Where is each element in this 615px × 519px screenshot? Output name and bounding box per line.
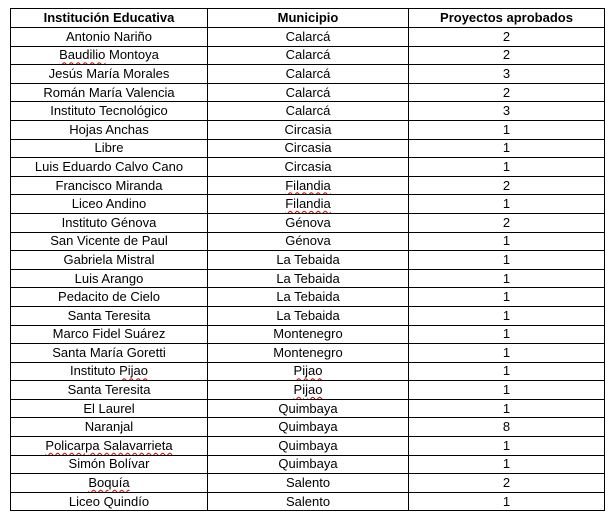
cell-proyectos-text: 1 [502,363,511,379]
cell-institucion-text: Santa Teresita [67,382,151,398]
cell-institucion [11,269,208,288]
cell-municipio-text: Montenegro [273,344,343,360]
table-header-row [11,9,605,28]
cell-municipio [208,232,409,251]
cell-municipio-text: Génova [285,233,331,249]
table-row [11,65,605,84]
cell-proyectos [409,28,605,47]
cell-institucion [11,455,208,474]
table-row [11,269,605,288]
cell-municipio [208,102,409,121]
cell-proyectos-text: 2 [502,177,511,193]
table-row [11,325,605,344]
cell-proyectos [409,492,605,511]
cell-proyectos-text: 1 [502,289,511,305]
cell-institucion-text: El Laurel [83,400,135,416]
cell-municipio-text: Pijao [293,363,323,379]
cell-institucion-text: Antonio Nariño [66,28,152,44]
cell-municipio [208,28,409,47]
cell-proyectos-text: 1 [502,344,511,360]
cell-municipio [208,362,409,381]
cell-institucion [11,83,208,102]
cell-municipio [208,418,409,437]
cell-municipio-text: La Tebaida [276,307,340,323]
cell-municipio [208,288,409,307]
cell-proyectos-text: 1 [502,270,511,286]
cell-proyectos [409,474,605,493]
cell-proyectos [409,251,605,270]
cell-institucion-text: Gabriela Mistral [63,251,155,267]
cell-institucion [11,474,208,493]
cell-municipio [208,399,409,418]
table-row [11,232,605,251]
cell-institucion-text: Instituto Génova [61,214,157,230]
cell-proyectos [409,65,605,84]
cell-institucion-text: Naranjal [84,419,134,435]
table-body [11,28,605,511]
cell-proyectos [409,455,605,474]
cell-municipio-text: Calarcá [285,47,331,63]
cell-institucion [11,176,208,195]
cell-institucion-text: Instituto Tecnológico [50,103,168,119]
cell-municipio-text: Calarcá [285,84,331,100]
cell-proyectos-text: 1 [502,233,511,249]
cell-institucion [11,325,208,344]
cell-proyectos [409,288,605,307]
cell-institucion-text: Boquía [88,475,130,491]
cell-institucion-text: Liceo Quindío [68,493,150,509]
cell-proyectos-text: 1 [502,456,511,472]
cell-proyectos-text: 1 [502,158,511,174]
cell-institucion [11,213,208,232]
cell-municipio-text: Quimbaya [278,419,338,435]
cell-institucion [11,139,208,158]
cell-municipio [208,455,409,474]
header-municipio: Municipio [208,9,409,28]
cell-proyectos-text: 2 [502,214,511,230]
table-row [11,139,605,158]
table-row [11,492,605,511]
table-row [11,344,605,363]
cell-institucion [11,120,208,139]
cell-institucion-text: Francisco Miranda [55,177,163,193]
cell-institucion [11,288,208,307]
cell-proyectos [409,102,605,121]
cell-municipio [208,325,409,344]
table-row [11,158,605,177]
cell-proyectos [409,325,605,344]
cell-institucion [11,46,208,65]
cell-institucion-text: Baudilio Montoya [59,47,159,63]
cell-proyectos [409,213,605,232]
cell-institucion-text: San Vicente de Paul [50,233,168,249]
table-row [11,195,605,214]
cell-institucion [11,381,208,400]
cell-institucion-text: Santa Teresita [67,307,151,323]
table-row [11,46,605,65]
table-row [11,83,605,102]
table-row [11,437,605,456]
cell-proyectos-text: 1 [502,140,511,156]
table-row [11,102,605,121]
cell-proyectos-text: 3 [502,65,511,81]
cell-institucion-text: Libre [94,140,124,156]
cell-municipio [208,251,409,270]
cell-municipio-text: Salento [285,475,331,491]
cell-proyectos [409,399,605,418]
table-row [11,399,605,418]
table-row [11,288,605,307]
cell-municipio [208,474,409,493]
header-proyectos: Proyectos aprobados [409,9,605,28]
cell-municipio [208,344,409,363]
cell-municipio [208,176,409,195]
cell-municipio-text: Quimbaya [278,400,338,416]
cell-municipio [208,65,409,84]
cell-proyectos-text: 1 [502,196,511,212]
cell-proyectos-text: 1 [502,382,511,398]
cell-municipio [208,269,409,288]
cell-proyectos-text: 2 [502,47,511,63]
cell-institucion [11,362,208,381]
cell-institucion [11,28,208,47]
cell-proyectos [409,437,605,456]
cell-municipio [208,437,409,456]
cell-municipio-text: Calarcá [285,103,331,119]
cell-institucion [11,195,208,214]
cell-proyectos-text: 2 [502,475,511,491]
cell-municipio [208,158,409,177]
cell-proyectos-text: 1 [502,121,511,137]
cell-proyectos-text: 1 [502,326,511,342]
cell-institucion [11,344,208,363]
cell-municipio [208,381,409,400]
table-row [11,28,605,47]
cell-proyectos-text: 2 [502,84,511,100]
cell-proyectos [409,418,605,437]
cell-proyectos [409,158,605,177]
cell-proyectos [409,381,605,400]
cell-municipio-text: Salento [285,493,331,509]
cell-municipio-text: La Tebaida [276,270,340,286]
cell-proyectos [409,362,605,381]
cell-proyectos [409,269,605,288]
cell-proyectos-text: 1 [502,307,511,323]
cell-institucion-text: Liceo Andino [71,196,147,212]
cell-institucion-text: Marco Fidel Suárez [52,326,166,342]
cell-municipio-text: Pijao [293,382,323,398]
cell-municipio [208,46,409,65]
table-row [11,455,605,474]
cell-institucion-text: Santa María Goretti [52,344,166,360]
cell-municipio-text: Calarcá [285,65,331,81]
cell-institucion-text: Policarpa Salavarrieta [45,437,173,453]
cell-municipio [208,213,409,232]
cell-proyectos [409,139,605,158]
cell-institucion [11,158,208,177]
table-row [11,251,605,270]
cell-institucion-text: Luis Arango [74,270,144,286]
cell-municipio-text: Quimbaya [278,456,338,472]
table-row [11,213,605,232]
table-row [11,381,605,400]
cell-proyectos [409,83,605,102]
cell-municipio-text: Circasia [284,140,332,156]
cell-municipio-text: Circasia [284,158,332,174]
cell-municipio-text: La Tebaida [276,289,340,305]
cell-municipio [208,195,409,214]
cell-institucion [11,437,208,456]
cell-institucion [11,102,208,121]
cell-proyectos [409,344,605,363]
cell-institucion-text: Instituto Pijao [69,363,149,379]
cell-institucion-text: Jesús María Morales [48,65,170,81]
cell-proyectos [409,306,605,325]
cell-institucion [11,251,208,270]
cell-municipio-text: Quimbaya [278,437,338,453]
cell-proyectos [409,120,605,139]
cell-institucion [11,306,208,325]
cell-institucion [11,399,208,418]
cell-municipio-text: Génova [285,214,331,230]
cell-municipio-text: Montenegro [273,326,343,342]
table-row [11,474,605,493]
cell-institucion-text: Simón Bolívar [68,456,150,472]
table-row [11,120,605,139]
cell-institucion [11,232,208,251]
cell-proyectos [409,176,605,195]
cell-municipio-text: Filandia [285,196,331,212]
cell-proyectos [409,195,605,214]
cell-municipio-text: Calarcá [285,28,331,44]
table-row [11,362,605,381]
cell-proyectos-text: 1 [502,400,511,416]
cell-institucion-text: Román María Valencia [43,84,175,100]
table-row [11,306,605,325]
cell-proyectos-text: 2 [502,28,511,44]
cell-proyectos [409,232,605,251]
cell-municipio [208,139,409,158]
cell-municipio-text: La Tebaida [276,251,340,267]
cell-proyectos [409,46,605,65]
cell-institucion [11,492,208,511]
cell-proyectos-text: 3 [502,103,511,119]
cell-municipio-text: Filandia [285,177,331,193]
cell-municipio [208,83,409,102]
cell-institucion [11,418,208,437]
cell-municipio-text: Circasia [284,121,332,137]
cell-institucion-text: Pedacito de Cielo [58,289,160,305]
table-row [11,176,605,195]
cell-municipio [208,120,409,139]
cell-institucion-text: Luis Eduardo Calvo Cano [34,158,184,174]
table-row [11,418,605,437]
cell-institucion [11,65,208,84]
cell-municipio [208,306,409,325]
cell-proyectos-text: 1 [502,251,511,267]
projects-table [10,8,605,511]
cell-municipio [208,492,409,511]
cell-proyectos-text: 1 [502,437,511,453]
header-institucion: Institución Educativa [11,9,208,28]
cell-institucion-text: Hojas Anchas [69,121,149,137]
cell-proyectos-text: 8 [502,419,511,435]
cell-proyectos-text: 1 [502,493,511,509]
